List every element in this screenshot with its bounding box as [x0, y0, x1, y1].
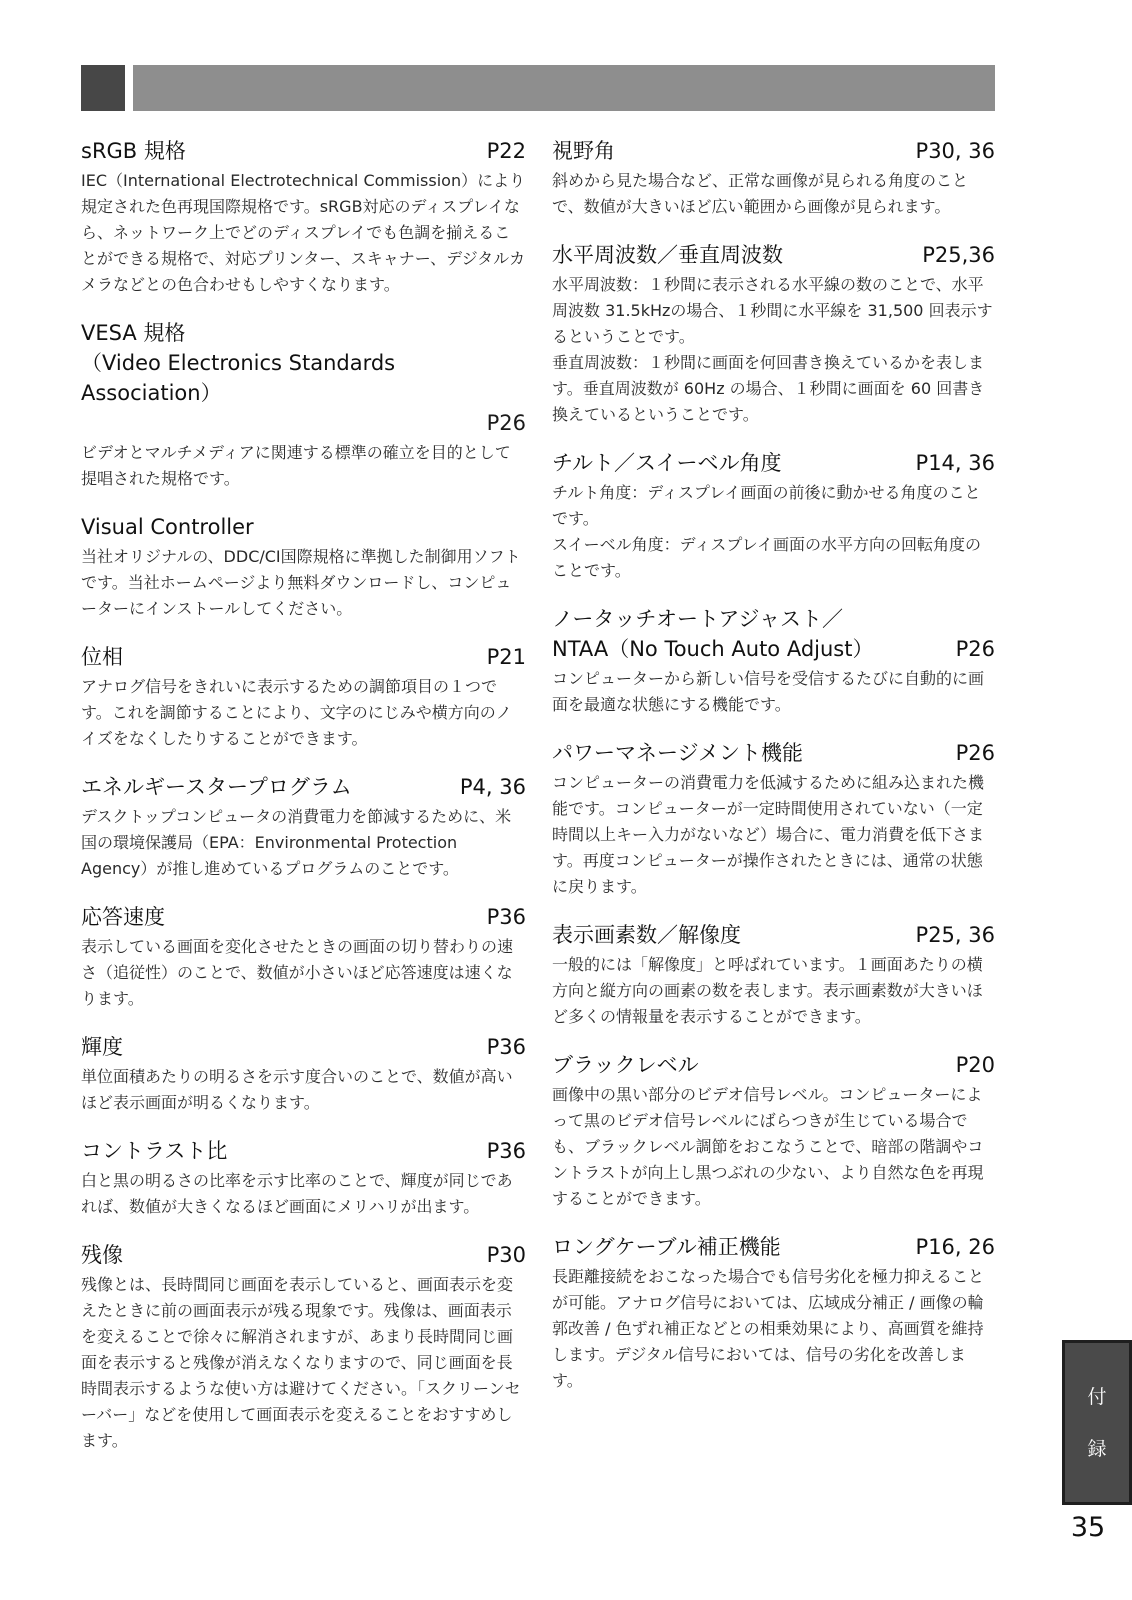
glossary-term: 応答速度	[81, 905, 165, 929]
glossary-term: パワーマネージメント機能	[552, 741, 803, 765]
page-reference: P26	[955, 741, 995, 765]
page-reference: P25,36	[922, 243, 995, 267]
glossary-term: Visual Controller	[81, 515, 254, 539]
glossary-entry	[81, 772, 526, 882]
glossary-description: 当社オリジナルの、DDC/CI国際規格に準拠した制御用ソフトです。当社ホームページより無料ダウンロードし、コンピューターにインストールしてください。	[81, 547, 521, 618]
glossary-term: コントラスト比	[81, 1139, 228, 1163]
page-reference: P20	[955, 1053, 995, 1077]
glossary-description: 水平周波数：１秒間に表示される水平線の数のことで、水平周波数 31.5kHzの場合、１秒間に水平線を 31,500 回表示するということです。	[552, 275, 993, 346]
glossary-description: 長距離接続をおこなった場合でも信号劣化を極力抑えることが可能。アナログ信号においては、広域成分補正 / 画像の輪郭改善 / 色ずれ補正などとの相乗効果により、高画質を維持します。デジタル信号においては、信号の劣化を改善します。	[552, 1267, 985, 1390]
page-reference: P26	[486, 411, 526, 435]
glossary-entry	[81, 318, 526, 492]
glossary-term: エネルギースタープログラム	[81, 775, 352, 799]
glossary-entry	[552, 738, 995, 900]
glossary-description: 一般的には「解像度」と呼ばれています。１画面あたりの横方向と縦方向の画素の数を表します。表示画素数が大きいほど多くの情報量を表示することができます。	[552, 955, 983, 1026]
side-tab-char: 録	[1087, 1437, 1107, 1460]
glossary-entry	[552, 240, 995, 428]
glossary-column-left	[81, 136, 526, 1474]
glossary-entry	[81, 512, 526, 622]
page-number: 35	[1070, 1512, 1106, 1543]
glossary-description: ビデオとマルチメディアに関連する標準の確立を目的として提唱された規格です。	[81, 443, 511, 488]
glossary-entry	[552, 920, 995, 1030]
glossary-term: 表示画素数／解像度	[552, 923, 741, 947]
glossary-description: 画像中の黒い部分のビデオ信号レベル。コンピューターによって黒のビデオ信号レベルにばらつきが生じている場合でも、ブラックレベル調節をおこなうことで、暗部の階調やコントラストが向上し黒つぶれの少ない、より自然な色を再現することができます。	[552, 1085, 984, 1208]
glossary-term: チルト／スイーベル角度	[552, 451, 782, 475]
page-reference: P36	[486, 1139, 526, 1163]
glossary-term: sRGB 規格	[81, 139, 186, 163]
glossary-entry	[552, 604, 995, 718]
glossary-description: 白と黒の明るさの比率を示す比率のことで、輝度が同じであれば、数値が大きくなるほど画面にメリハリが出ます。	[81, 1171, 513, 1216]
glossary-description: IEC（International Electrotechnical Commission）により規定された色再現国際規格です。sRGB対応のディスプレイなら、ネットワーク上でどのディスプレイでも色調を揃えることができる規格で、対応プリンター、スキャナー、デジタルカメラなどとの色合わせもしやすくなります。	[81, 171, 526, 294]
page-reference: P26	[955, 637, 995, 661]
glossary-description: デスクトップコンピュータの消費電力を節減するために、米国の環境保護局（EPA：Environmental Protection Agency）が推し進めているプログラムのことです。	[81, 807, 512, 878]
page-reference: P36	[486, 1035, 526, 1059]
glossary-description: 残像とは、長時間同じ画面を表示していると、画面表示を変えたときに前の画面表示が残る現象です。残像は、画面表示を変えることで徐々に解消されますが、あまり長時間同じ画面を表示すると残像が消えなくなりますので、同じ画面を長時間表示するような使い方は避けてください。「スクリーンセーバー」などを使用して画面表示を変えることをおすすめします。	[81, 1275, 521, 1450]
glossary-description: 表示している画面を変化させたときの画面の切り替わりの速さ（追従性）のことで、数値が小さいほど応答速度は速くなります。	[81, 937, 514, 1008]
glossary-entry	[552, 1232, 995, 1394]
glossary-description: アナログ信号をきれいに表示するための調節項目の１つです。これを調節することにより、文字のにじみや横方向のノイズをなくしたりすることができます。	[81, 677, 512, 748]
glossary-entry	[552, 136, 995, 220]
glossary-term: 位相	[81, 645, 123, 669]
page-reference: P25, 36	[915, 923, 995, 947]
page-reference: P21	[486, 645, 526, 669]
glossary-description: 単位面積あたりの明るさを示す度合いのことで、数値が高いほど表示画面が明るくなります。	[81, 1067, 513, 1112]
page-reference: P4, 36	[459, 775, 526, 799]
glossary-entry	[81, 136, 526, 298]
glossary-description: コンピューターの消費電力を低減するために組み込まれた機能です。コンピューターが一定時間使用されていない（一定時間以上キー入力がないなど）場合に、電力消費を低下さます。再度コンピューターが操作されたときには、通常の状態に戻ります。	[552, 773, 985, 896]
glossary-entry	[81, 642, 526, 752]
page-reference: P30, 36	[915, 139, 995, 163]
glossary-term-subtitle: （Video Electronics Standards Association）	[81, 351, 396, 405]
page-reference: P36	[486, 905, 526, 929]
header-bar	[133, 65, 995, 111]
glossary-entry	[81, 1136, 526, 1220]
glossary-term: 輝度	[81, 1035, 123, 1059]
glossary-description: 斜めから見た場合など、正常な画像が見られる角度のことで、数値が大きいほど広い範囲から画像が見られます。	[552, 171, 969, 216]
glossary-description: コンピューターから新しい信号を受信するたびに自動的に画面を最適な状態にする機能です。	[552, 669, 985, 714]
glossary-column-right	[552, 136, 995, 1414]
glossary-term: VESA 規格	[81, 321, 186, 345]
page-reference: P22	[486, 139, 526, 163]
glossary-entry	[552, 1050, 995, 1212]
glossary-entry	[552, 448, 995, 584]
glossary-term-subtitle: NTAA（No Touch Auto Adjust）	[552, 637, 874, 661]
page-reference: P30	[486, 1243, 526, 1267]
side-tab-char: 付	[1087, 1385, 1107, 1408]
glossary-entry	[81, 1032, 526, 1116]
page-reference: P16, 26	[915, 1235, 995, 1259]
header-square-decoration	[81, 65, 125, 111]
glossary-term: 水平周波数／垂直周波数	[552, 243, 783, 267]
appendix-side-tab	[1062, 1340, 1132, 1505]
glossary-term: 視野角	[552, 139, 615, 163]
glossary-entry	[81, 1240, 526, 1454]
glossary-description: チルト角度：ディスプレイ画面の前後に動かせる角度のことです。	[552, 483, 981, 528]
glossary-term: ロングケーブル補正機能	[552, 1235, 781, 1259]
glossary-entry	[81, 902, 526, 1012]
glossary-term: ノータッチオートアジャスト／	[552, 607, 844, 631]
page-reference: P14, 36	[915, 451, 995, 475]
glossary-description: 垂直周波数：１秒間に画面を何回書き換えているかを表します。垂直周波数が 60Hz の場合、１秒間に画面を 60 回書き換えているということです。	[552, 353, 985, 424]
glossary-term: ブラックレベル	[552, 1053, 699, 1077]
glossary-term: 残像	[81, 1243, 123, 1267]
glossary-description: スイーベル角度：ディスプレイ画面の水平方向の回転角度のことです。	[552, 535, 981, 580]
